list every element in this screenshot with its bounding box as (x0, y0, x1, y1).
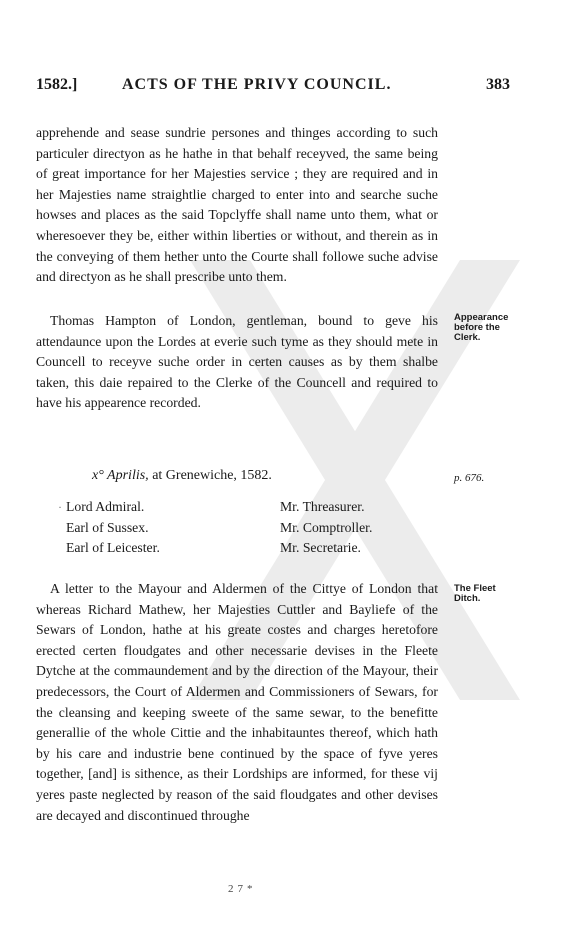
meeting-date: x° Aprilis, (92, 468, 149, 483)
margin-mark: · (58, 500, 62, 514)
attendance-right-column (280, 497, 372, 559)
margin-note-appearance: Appearance before the Clerk. (454, 312, 509, 343)
meeting-heading (92, 468, 272, 484)
margin-note-fleet-ditch: The Fleet Ditch. (454, 583, 496, 604)
attendee: Mr. Comptroller. (280, 519, 373, 535)
header-title: ACTS OF THE PRIVY COUNCIL. (122, 76, 392, 93)
paragraph-continuation: apprehende and sease sundrie persones and thinges according to such particuler directyon as he hathe in that behalf receyved, the same being of great importance for her Majesties service ; they are required and in her Majesties name straightlie charged to enter into and searche suche howses and places as the said Topclyffe shall name unto them, what or wheresoever they be, either within liberties or without, and therein as in the conveying of them hether unto the Courte shall followe suche advise and directyon as he shall prescribe unto them. (36, 125, 438, 285)
attendee: Earl of Sussex. (66, 519, 149, 535)
running-header (36, 76, 510, 100)
attendee: Lord Admiral. (66, 499, 145, 514)
attendee: Earl of Leicester. (66, 540, 160, 555)
attendance-left-column (66, 497, 160, 559)
attendee: Mr. Secretarie. (280, 540, 361, 555)
signature-mark: 27* (228, 883, 257, 895)
margin-note-page-ref: p. 676. (454, 472, 485, 484)
attendee: Mr. Threasurer. (280, 499, 365, 514)
paragraph-hampton: Thomas Hampton of London, gentleman, bound to geve his attendaunce upon the Lordes at everie such tyme as they should mete in Councell to receyve suche order in certen causes as by them shalbe taken, this daie repaired to the Clerke of the Councell and required to have his appearence recorded. (36, 313, 438, 411)
page-number: 383 (486, 76, 510, 93)
meeting-place: at Grenewiche, 1582. (148, 468, 272, 483)
paragraph-fleet-ditch: A letter to the Mayour and Aldermen of the Cittye of London that whereas Richard Mathew, her Majesties Cuttler and Bayliefe of the Sewars of London, hathe at his greate costes and charges heretofore erected certen floudgates and other necessarie devises in the Fleete Dytche at the commaundement and by the direction of the Mayour, their predecessors, the Court of Aldermen and Commissioners of Sewars, for the cleansing and keeping sweete of the same sewar, to the benefitte generallie of the whole Cittie and the inhabitauntes thereof, which hath by his care and industrie bene continued by the space of fyve yeres together, [and] is sithence, as their Lordships are informed, for these vij yeres paste neglected by reason of the said floudgates and other devises are decayed and discontinued throughe (36, 581, 438, 823)
header-year: 1582.] (36, 76, 78, 93)
